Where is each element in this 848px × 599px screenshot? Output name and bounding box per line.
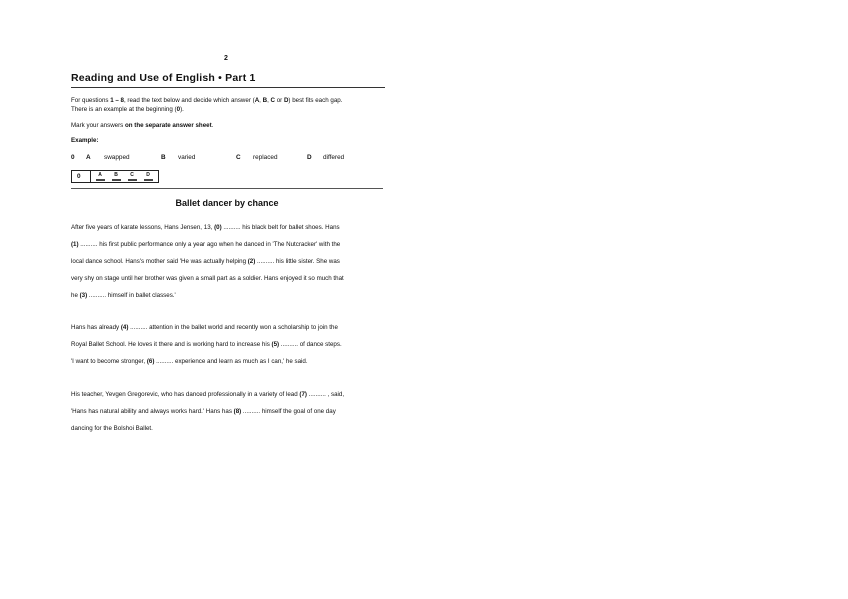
example-label: Example:: [71, 137, 99, 144]
example-option-c: C: [236, 154, 241, 161]
answer-box-number: 0: [77, 173, 81, 180]
example-option-b: B: [161, 154, 166, 161]
answer-box-option-d: D: [143, 172, 153, 181]
example-option-b-word: varied: [178, 154, 196, 161]
answer-box-option-c: C: [127, 172, 137, 181]
text-title: Ballet dancer by chance: [175, 198, 279, 208]
answer-mark-empty: [144, 179, 153, 181]
gap-number: (6): [146, 358, 155, 365]
gap-number: (1): [71, 241, 79, 248]
gap-number: (5): [271, 341, 280, 348]
example-option-a-word: swapped: [104, 154, 130, 161]
gap-number: (7): [299, 391, 307, 398]
paragraph-1: After five years of karate lessons, Hans Jensen, 13, (0) .......... his black belt for ballet shoes. Hans (1) .......... his first public performance only a year ago when he danced in 'The Nutcracker' with the local dance school. Hans's mother said 'He was actually helping (2) .......... his little sister. She was very shy on stage until her brother was given a small part as a soldier. Hans enjoyed it so much that he (3) .......... himself in ballet classes.': [71, 224, 344, 299]
answer-mark-empty: [112, 179, 121, 181]
example-option-d: D: [307, 154, 312, 161]
answer-box-option-a: A: [95, 172, 105, 181]
paragraph-3: His teacher, Yevgen Gregorevic, who has danced professionally in a variety of lead (7) .......... , said, 'Hans has natural ability and always works hard.' Hans has (8) .......... himself the goal of one day dancing for the Bolshoi Ballet.: [71, 391, 345, 432]
example-option-c-word: replaced: [253, 154, 278, 161]
answer-box-divider: [90, 171, 91, 182]
gap-number: (8): [233, 408, 242, 415]
gap-number: (2): [247, 258, 256, 265]
heading-rule: [71, 87, 385, 88]
example-option-d-word: differed: [323, 154, 345, 161]
answer-box-option-b: B: [111, 172, 121, 181]
gap-number: (3): [79, 292, 88, 299]
answer-mark-empty: [128, 179, 137, 181]
section-heading: Reading and Use of English • Part 1: [71, 72, 256, 84]
answer-sheet-instruction: Mark your answers on the separate answer sheet.: [71, 122, 214, 129]
instructions-text: For questions 1 – 8, read the text below and decide which answer (A, B, C or D) best fits each gap. There is an example at the beginning (0).: [71, 97, 343, 113]
example-option-a: A: [86, 154, 91, 161]
gap-number: (0): [214, 224, 222, 231]
example-answer-box: [71, 170, 159, 183]
answer-mark-filled: [96, 179, 105, 181]
paragraph-2: Hans has already (4) .......... attention in the ballet world and recently won a scholarship to join the Royal Ballet School. He loves it there and is working hard to increase his (5) .......... of dance steps. 'I want to become stronger, (6) .......... experience and learn as much as I can,' he said.: [71, 324, 342, 365]
section-divider: [71, 188, 383, 189]
gap-number: (4): [120, 324, 129, 331]
example-number: 0: [71, 154, 75, 161]
page-number: 2: [224, 55, 228, 62]
